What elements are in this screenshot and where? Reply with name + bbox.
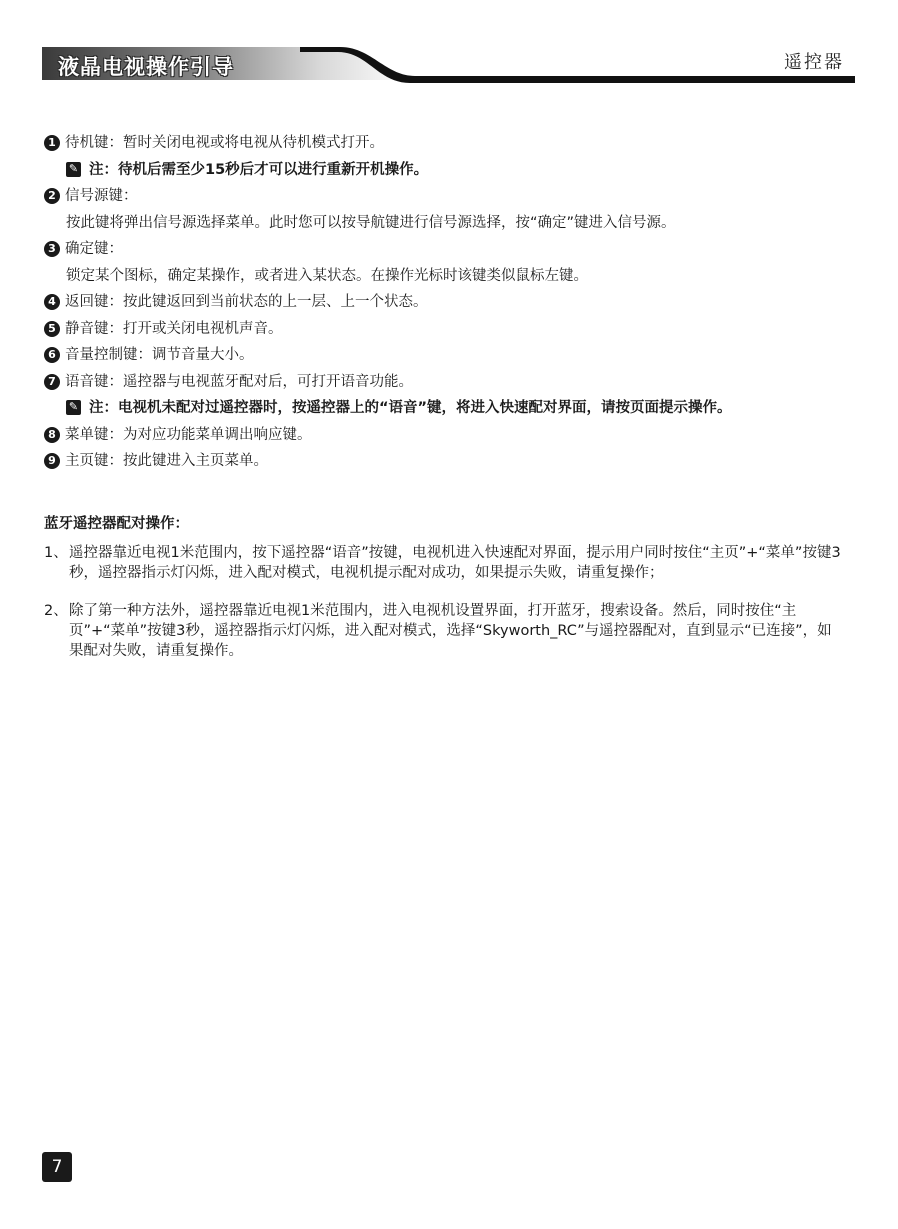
- number-badge: 3: [44, 241, 60, 257]
- key-text: 确定键：: [65, 241, 123, 257]
- pairing-step: [44, 543, 844, 583]
- key-text: 主页键：按此键进入主页菜单。: [65, 453, 268, 469]
- note: [44, 157, 844, 184]
- key-text: 菜单键：为对应功能菜单调出响应键。: [65, 426, 312, 443]
- key-item: [44, 289, 844, 316]
- page-number: 7: [42, 1152, 72, 1182]
- key-descriptions: [44, 130, 844, 661]
- step-text: 除了第一种方法外，遥控器靠近电视1米范围内，进入电视机设置界面，打开蓝牙，搜索设备。然后，同时按住“主页”+“菜单”按键3秒，遥控器指示灯闪烁，进入配对模式，选择“Skyworth_RC”与遥控器配对，直到显示“已连接”，如果配对失败，请重复操作。: [69, 603, 832, 659]
- number-badge: 5: [44, 321, 60, 337]
- note-text: 待机后需至少15秒后才可以进行重新开机操作。: [118, 161, 429, 178]
- note-label: 注：: [89, 161, 118, 178]
- number-badge: 9: [44, 453, 60, 469]
- key-item: [44, 448, 844, 475]
- number-badge: 6: [44, 347, 60, 363]
- note: [44, 395, 844, 422]
- edit-note-icon: ✎: [66, 162, 81, 177]
- key-text: 信号源键：: [65, 188, 138, 204]
- step-text: 遥控器靠近电视1米范围内，按下遥控器“语音”按键，电视机进入快速配对界面，提示用户同时按住“主页”+“菜单”按键3秒，遥控器指示灯闪烁，进入配对模式，电视机提示配对成功，如果提示失败，请重复操作；: [69, 545, 841, 581]
- key-text: 返回键：按此键返回到当前状态的上一层、上一个状态。: [65, 294, 428, 310]
- number-badge: 8: [44, 427, 60, 443]
- pairing-title: 蓝牙遥控器配对操作：: [44, 515, 189, 532]
- section-title: 遥控器: [784, 52, 844, 73]
- key-description: 锁定某个图标，确定某操作，或者进入某状态。在操作光标时该键类似鼠标左键。: [66, 267, 588, 284]
- page-header: [0, 0, 898, 90]
- note-label: 注：: [89, 400, 118, 416]
- manual-title: 液晶电视操作引导: [58, 55, 234, 79]
- number-badge: 2: [44, 188, 60, 204]
- step-number: 1、: [44, 545, 68, 561]
- key-text: 音量控制键：调节音量大小。: [65, 347, 254, 363]
- key-item: [44, 342, 844, 369]
- key-item: [44, 130, 844, 157]
- key-text: 语音键：遥控器与电视蓝牙配对后，可打开语音功能。: [65, 373, 413, 390]
- pairing-step: [44, 601, 844, 661]
- key-text: 待机键：暂时关闭电视或将电视从待机模式打开。: [65, 135, 384, 151]
- key-item: [44, 236, 844, 263]
- note-text: 电视机未配对过遥控器时，按遥控器上的“语音”键，将进入快速配对界面，请按页面提示操作。: [118, 400, 732, 416]
- key-description: 按此键将弹出信号源选择菜单。此时您可以按导航键进行信号源选择，按“确定”键进入信号源。: [66, 214, 676, 231]
- key-text: 静音键：打开或关闭电视机声音。: [65, 320, 283, 337]
- key-item: [44, 316, 844, 343]
- key-item: [44, 183, 844, 210]
- key-item: [44, 369, 844, 396]
- key-item: [44, 422, 844, 449]
- step-number: 2、: [44, 603, 68, 619]
- edit-note-icon: ✎: [66, 400, 81, 415]
- number-badge: 1: [44, 135, 60, 151]
- number-badge: 4: [44, 294, 60, 310]
- number-badge: 7: [44, 374, 60, 390]
